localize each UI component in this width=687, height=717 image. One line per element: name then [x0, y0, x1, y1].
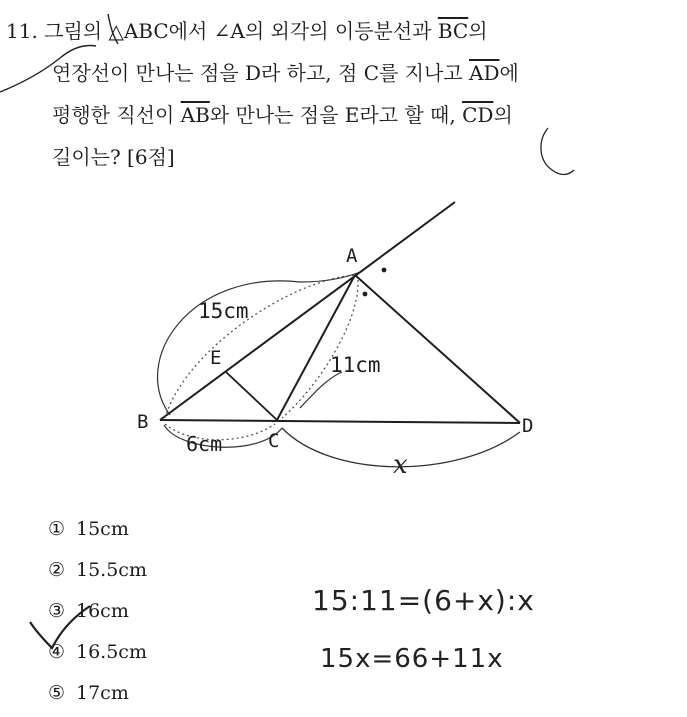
segment-ad: $\overline{AD}$: [469, 61, 500, 85]
segment-ac-line: [277, 275, 355, 420]
choice-1[interactable]: ① 15cm: [48, 518, 129, 540]
label-b: B: [137, 411, 149, 433]
problem-line-3: 평행한 직선이 $\overline{AB}$와 만나는 점을 E라고 할 때, $\overline{CD}$의: [52, 103, 513, 127]
choice-3[interactable]: ③ 16cm: [48, 600, 129, 622]
problem-line-4: 길이는? [6점]: [52, 145, 175, 169]
label-e: E: [210, 347, 222, 369]
choice-2[interactable]: ② 15.5cm: [48, 559, 147, 581]
angle-mark-dot-1: [382, 268, 387, 273]
pen-arc-6cm: [164, 425, 282, 447]
label-ab-length: 15cm: [198, 299, 249, 323]
choice-5[interactable]: ⑤ 17cm: [48, 682, 129, 704]
segment-ab: $\overline{AB}$: [180, 103, 210, 127]
segment-ce-line: [226, 372, 277, 420]
segment-bd-line: [160, 420, 520, 423]
segment-cd: $\overline{CD}$: [462, 103, 494, 127]
label-ac-length: 11cm: [330, 353, 381, 377]
work-equation-2: 15x=66+11x: [320, 644, 504, 674]
choice-list: [48, 512, 147, 717]
handwritten-work: [312, 584, 535, 704]
label-d: D: [522, 415, 534, 437]
label-bc-length: 6cm: [186, 432, 223, 456]
pen-arc-11cm: [300, 372, 342, 408]
segment-bc: $\overline{BC}$: [437, 19, 469, 43]
segment-ad-line: [355, 275, 520, 423]
label-a: A: [346, 245, 358, 267]
angle-mark-dot-2: [363, 292, 368, 297]
problem-line-2: 연장선이 만나는 점을 D라 하고, 점 C를 지나고 $\overline{AD}$에: [52, 61, 519, 85]
choice-4[interactable]: ④ 16.5cm: [48, 641, 147, 663]
problem-line-1: 11. 그림의 △ABC에서 ∠A의 외각의 이등분선과 $\overline{BC}$의: [6, 19, 488, 43]
handwritten-x-label: x: [393, 450, 408, 480]
label-c: C: [268, 430, 280, 452]
work-equation-1: 15:11=(6+x):x: [312, 584, 535, 617]
